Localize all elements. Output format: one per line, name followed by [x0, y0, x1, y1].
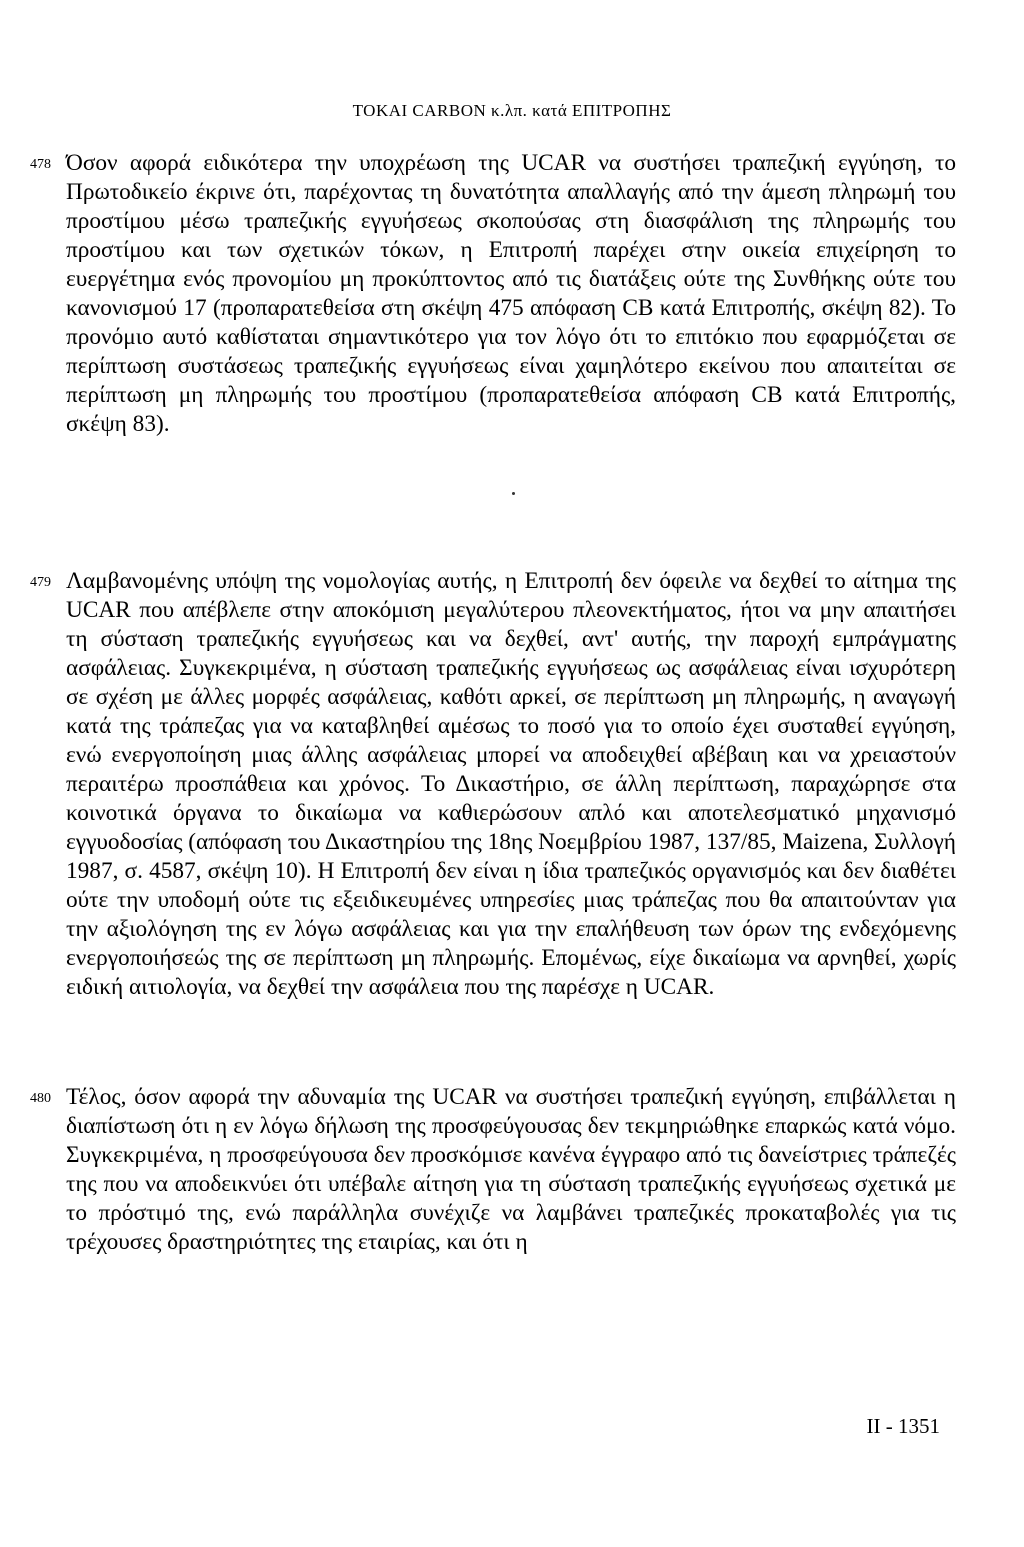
paragraph-number: 479: [30, 575, 51, 590]
paragraph-480: [30, 1083, 956, 1257]
paragraph-479: [30, 567, 956, 1002]
paragraph-number: 480: [30, 1091, 51, 1106]
stray-dot: [512, 492, 515, 495]
paragraph-text: Τέλος, όσον αφορά την αδυναμία της UCAR να συστήσει τραπεζική εγγύηση, επιβάλλεται η διαπίστωση ότι η εν λόγω δήλωση της προσφεύγουσας δεν τεκμηριώθηκε επαρκώς κατά νόμο. Συγκεκριμένα, η προσφεύγουσα δεν προσκόμισε κανένα έγγραφο από τις δανείστριες τράπεζές της που να αποδεικνύει ότι υπέβαλε αίτηση για τη σύσταση τραπεζικής εγγυήσεως σχετικά με το πρόστιμό της, ενώ παράλληλα συνέχιζε να λαμβάνει τραπεζικές προκαταβολές για τις τρέχουσες δραστηριότητες της εταιρίας, και ότι η: [66, 1084, 956, 1255]
paragraph-number: 478: [30, 157, 51, 172]
running-head: TOKAI CARBON κ.λπ. κατά ΕΠΙΤΡΟΠΗΣ: [352, 101, 672, 120]
paragraph-text: Όσον αφορά ειδικότερα την υποχρέωση της UCAR να συστήσει τραπεζική εγγύηση, το Πρωτοδικείο έκρινε ότι, παρέχοντας τη δυνατότητα απαλλαγής από την άμεση πληρωμή του προστίμου μέσω τραπεζικής εγγυήσεως σκοπούσας στη διασφάλιση της πληρωμής του προστίμου και των σχετικών τόκων, η Επιτροπή παρέχει στην οικεία επιχείρηση το ευεργέτημα ενός προνομίου μη προκύπτοντος από τις διατάξεις ούτε της Συνθήκης ούτε του κανονισμού 17 (προπαρατεθείσα στη σκέψη 475 απόφαση CB κατά Επιτροπής, σκέψη 82). Το προνόμιο αυτό καθίσταται σημαντικότερο για τον λόγο ότι το επιτόκιο που εφαρμόζεται σε περίπτωση συστάσεως τραπεζικής εγγυήσεως είναι χαμηλότερο εκείνου που απαιτείται σε περίπτωση μη πληρωμής του προστίμου (προπαρατεθείσα απόφαση CB κατά Επιτροπής, σκέψη 83).: [66, 150, 956, 437]
page-number: II - 1351: [866, 1414, 940, 1438]
paragraph-478: [30, 149, 956, 439]
paragraph-text: Λαμβανομένης υπόψη της νομολογίας αυτής, η Επιτροπή δεν όφειλε να δεχθεί το αίτημα της UCAR που απέβλεπε στην αποκόμιση μεγαλύτερου πλεονεκτήματος, ήτοι να μην απαιτήσει τη σύσταση τραπεζικής εγγυήσεως και να δεχθεί, αντ' αυτής, την παροχή εμπράγματης ασφάλειας. Συγκεκριμένα, η σύσταση τραπεζικής εγγυήσεως ως ασφάλειας είναι ισχυρότερη σε σχέση με άλλες μορφές ασφάλειας, καθότι αρκεί, σε περίπτωση μη πληρωμής, η αναγωγή κατά της τράπεζας για να καταβληθεί αμέσως το ποσό για το οποίο έχει συσταθεί εγγύηση, ενώ ενεργοποίηση μιας άλλης ασφάλειας μπορεί να αποδειχθεί αβέβαιη και να χρειαστούν περαιτέρω προσπάθεια και χρόνος. Το Δικαστήριο, σε άλλη περίπτωση, παραχώρησε στα κοινοτικά όργανα το δικαίωμα να καθιερώσουν απλό και αποτελεσματικό μηχανισμό εγγυοδοσίας (απόφαση του Δικαστηρίου της 18ης Νοεμβρίου 1987, 137/85, Maizena, Συλλογή 1987, σ. 4587, σκέψη 10). Η Επιτροπή δεν είναι η ίδια τραπεζικός οργανισμός και δεν διαθέτει ούτε την υποδομή ούτε τις εξειδικευμένες υπηρεσίες μιας τράπεζας που θα απαιτούνταν για την αξιολόγηση της εν λόγω ασφάλειας και για την επαλήθευση των όρων της ενδεχόμενης ενεργοποιήσεώς της σε περίπτωση μη πληρωμής. Επομένως, είχε δικαίωμα να αρνηθεί, χωρίς ειδική αιτιολογία, να δεχθεί την ασφάλεια που της παρέσχε η UCAR.: [66, 568, 956, 1000]
